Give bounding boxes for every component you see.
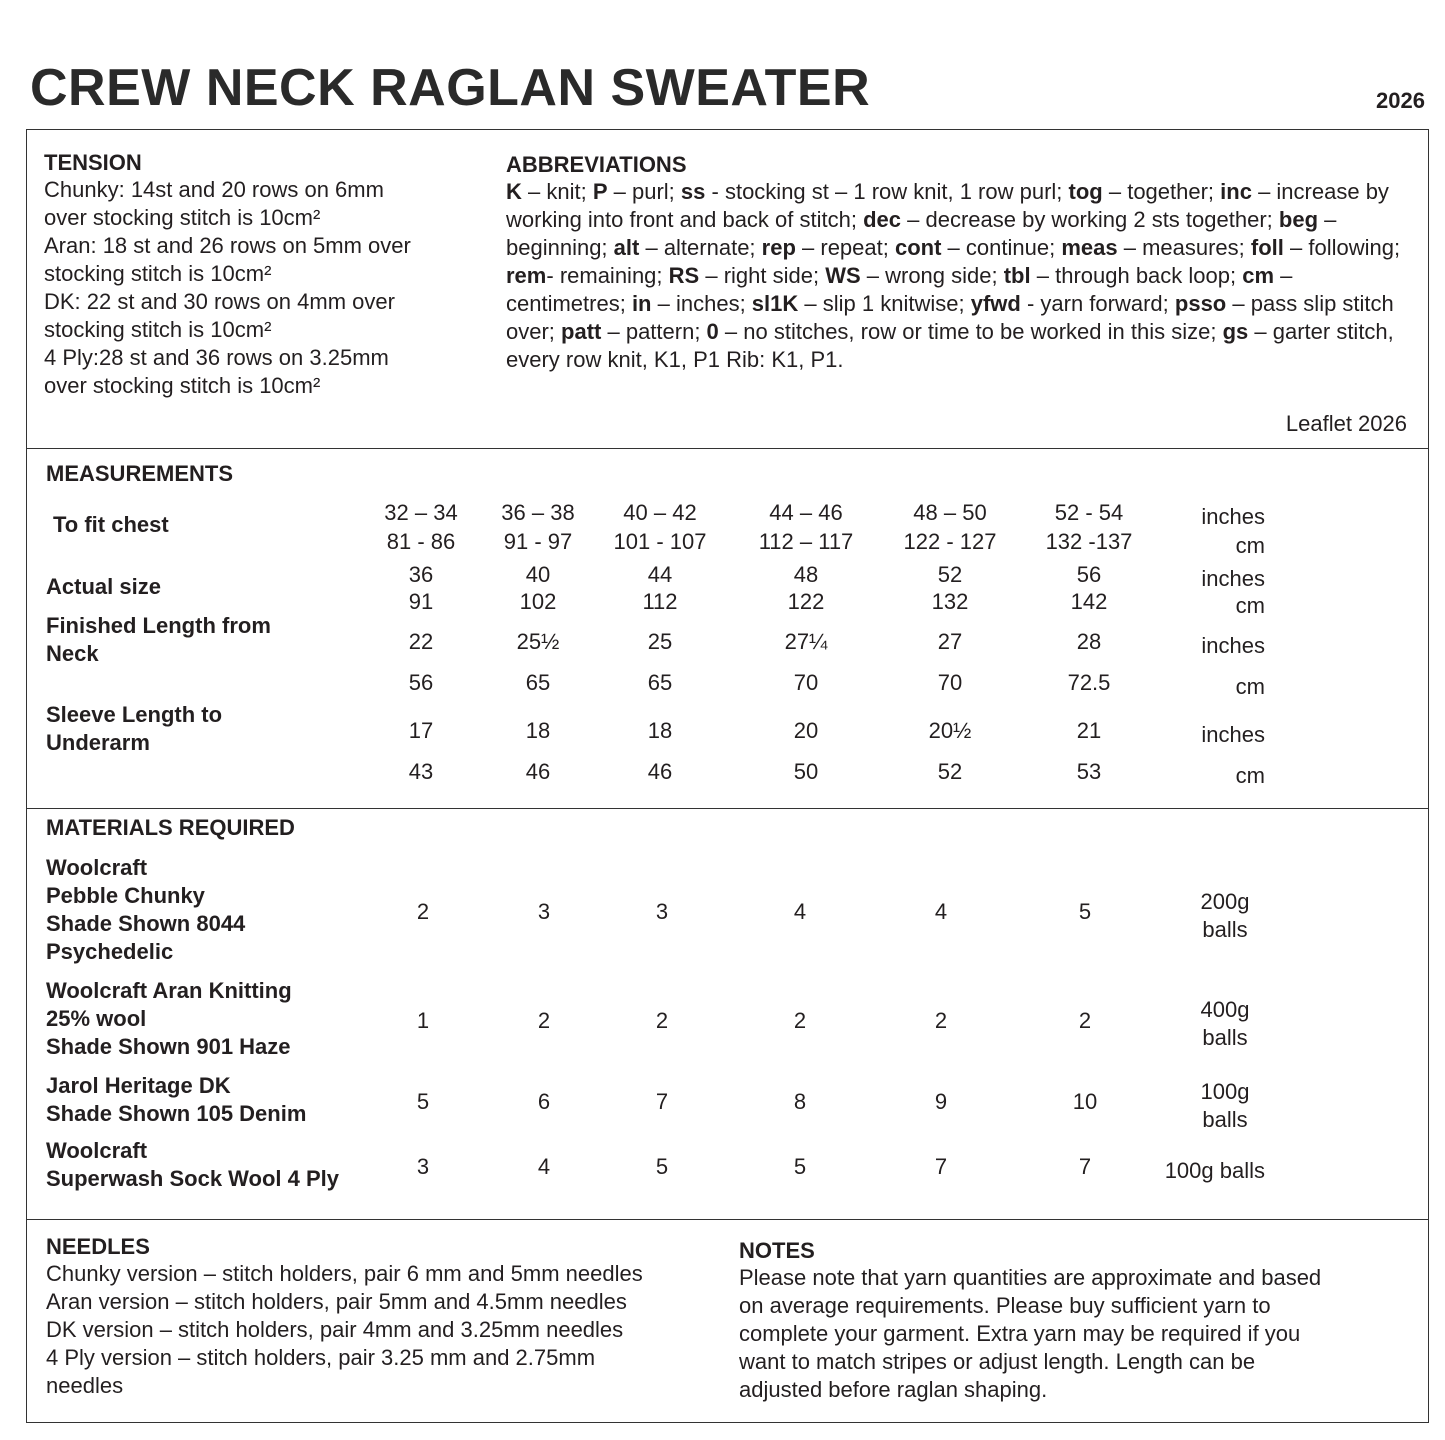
yarn-quantity-cell: 5 (1078, 899, 1092, 924)
unit-cm: cm (1235, 763, 1265, 788)
needles-line: Chunky version – stitch holders, pair 6 mm and 5mm needles (46, 1261, 643, 1286)
measurement-cell: 18 (647, 718, 673, 743)
abbreviation-definition: – (521, 179, 547, 204)
abbreviation-definition: continue; (965, 235, 1062, 260)
abbreviation-key: beg (1278, 207, 1319, 232)
abbreviation-definition: – (1251, 179, 1277, 204)
measurement-cell: 122 (787, 589, 825, 614)
abbreviation-key: tog (1068, 179, 1103, 204)
measurement-cell: 46 (525, 759, 551, 784)
measurement-cell: 48 – 50 (913, 500, 987, 525)
measurement-cell: 17 (408, 718, 434, 743)
abbreviation-definition: – (1283, 235, 1309, 260)
chest-label: To fit chest (53, 512, 169, 537)
measurement-cell: 48 (793, 562, 819, 587)
abbreviation-definition: alternate; (663, 235, 762, 260)
yarn-quantity-cell: 3 (416, 1154, 430, 1179)
measurement-cell: 56 (408, 670, 434, 695)
abbreviation-definition: – (795, 235, 821, 260)
yarn-unit (1185, 888, 1265, 944)
measurement-cell: 112 (642, 589, 678, 614)
needles-section (46, 1234, 726, 1400)
abbreviation-definition: – (860, 263, 886, 288)
yarn-label-line: Psychedelic (46, 939, 174, 964)
abbreviation-key: gs (1222, 319, 1249, 344)
abbreviation-definition: repeat; (820, 235, 895, 260)
needles-line: 4 Ply version – stitch holders, pair 3.25 mm and 2.75mm (46, 1345, 596, 1370)
abbreviation-definition: knit; (546, 179, 593, 204)
measurement-cell: 27 (937, 629, 963, 654)
needles-heading: NEEDLES (46, 1234, 150, 1259)
measurement-cell: 122 - 127 (903, 529, 997, 554)
yarn-quantity-cell: 9 (934, 1089, 948, 1114)
leaflet-label: Leaflet 2026 (1285, 411, 1407, 436)
abbreviation-definition: stocking st – 1 row knit, 1 row purl; (724, 179, 1069, 204)
abbreviation-key: sl1K (751, 291, 799, 316)
abbreviation-key: alt (613, 235, 640, 260)
abbreviation-definition: together; (1127, 179, 1221, 204)
abbreviation-definition: – (941, 235, 966, 260)
measurement-cell: 52 - 54 (1054, 500, 1124, 525)
abbreviation-key: rep (761, 235, 796, 260)
yarn-quantity-cell: 8 (793, 1089, 807, 1114)
measurement-cell: 27¼ (784, 629, 828, 654)
tension-section (44, 150, 474, 400)
measurement-cell: 56 (1076, 562, 1102, 587)
abbreviation-definition: – (901, 207, 926, 232)
measurement-cell: 102 (519, 589, 557, 614)
tension-line: over stocking stitch is 10cm² (44, 205, 321, 230)
yarn-unit-line: 200g (1200, 889, 1250, 914)
abbreviation-definition: right side; (723, 263, 826, 288)
measurement-cell: 28 (1076, 629, 1102, 654)
abbreviation-key: in (631, 291, 652, 316)
measurement-cell: 44 – 46 (769, 500, 843, 525)
tension-heading: TENSION (44, 150, 142, 175)
notes-line: on average requirements. Please buy sufficient yarn to (739, 1293, 1271, 1318)
yarn-label-line: Pebble Chunky (46, 883, 205, 908)
needles-line: Aran version – stitch holders, pair 5mm and 4.5mm needles (46, 1289, 627, 1314)
measurements-heading: MEASUREMENTS (46, 461, 234, 486)
unit-inches: inches (1201, 722, 1265, 747)
measurement-cell: 142 (1070, 589, 1108, 614)
measurement-cell: 91 (408, 589, 434, 614)
abbreviation-definition: centimetres; (506, 291, 632, 316)
yarn-unit (1185, 1078, 1265, 1134)
abbreviation-definition: yarn forward; (1040, 291, 1175, 316)
materials-heading: MATERIALS REQUIRED (46, 815, 295, 840)
measurement-cell: 52 (937, 759, 963, 784)
yarn-unit-line: balls (1202, 1025, 1248, 1050)
tension-line: DK: 22 st and 30 rows on 4mm over (44, 289, 395, 314)
abbreviation-definition: – (1318, 207, 1337, 232)
tension-line: over stocking stitch is 10cm² (44, 373, 321, 398)
measurement-cell: 40 – 42 (623, 500, 697, 525)
yarn-quantity-cell: 7 (934, 1154, 948, 1179)
notes-line: complete your garment. Extra yarn may be required if you (739, 1321, 1301, 1346)
divider-needles (26, 1219, 1429, 1220)
yarn-label-line: Shade Shown 8044 (46, 911, 246, 936)
yarn-label-line: Shade Shown 105 Denim (46, 1101, 307, 1126)
measurement-cell: 20½ (928, 718, 972, 743)
divider-materials (26, 808, 1429, 809)
yarn-label-line: Woolcraft (46, 855, 148, 880)
notes-line: Please note that yarn quantities are approximate and based (739, 1265, 1322, 1290)
abbreviation-definition: pass slip stitch over; (506, 291, 1394, 344)
yarn-quantity-cell: 5 (416, 1089, 430, 1114)
abbreviation-definition: measures; (1142, 235, 1251, 260)
notes-section (739, 1238, 1409, 1404)
measurement-cell: 52 (937, 562, 963, 587)
measurement-cell: 36 – 38 (501, 500, 575, 525)
abbreviation-definition: – (699, 263, 724, 288)
measurement-cell: 70 (793, 670, 819, 695)
abbreviation-key: cm (1242, 263, 1275, 288)
length-label-line: Neck (46, 641, 99, 666)
abbreviation-key: patt (561, 319, 602, 344)
abbreviation-key: P (592, 179, 608, 204)
tension-line: 4 Ply:28 st and 36 rows on 3.25mm (44, 345, 389, 370)
measurement-cell: 72.5 (1067, 670, 1111, 695)
abbreviations-heading: ABBREVIATIONS (506, 152, 687, 177)
abbreviation-definition: remaining; (559, 263, 669, 288)
measurement-cell: 91 - 97 (503, 529, 573, 554)
yarn-label-line: 25% wool (46, 1006, 147, 1031)
yarn-unit-line: 400g (1200, 997, 1250, 1022)
measurement-cell: 70 (937, 670, 963, 695)
sleeve-label (46, 701, 222, 757)
yarn-label-line: Jarol Heritage DK (46, 1073, 231, 1098)
abbreviations-body (506, 178, 1406, 374)
abbreviation-definition: following; (1308, 235, 1401, 260)
yarn-aran-label (46, 977, 292, 1061)
measurement-cell: 132 (931, 589, 969, 614)
abbreviation-definition: – (639, 235, 664, 260)
tension-line: Chunky: 14st and 20 rows on 6mm (44, 177, 384, 202)
abbreviation-definition: inches; (675, 291, 752, 316)
abbreviation-definition: – (607, 179, 632, 204)
yarn-quantity-cell: 2 (655, 1008, 669, 1033)
measurement-cell: 43 (408, 759, 434, 784)
yarn-label-line: Shade Shown 901 Haze (46, 1034, 291, 1059)
yarn-quantity-cell: 5 (793, 1154, 807, 1179)
abbreviation-definition: – (1248, 319, 1273, 344)
notes-line: adjusted before raglan shaping. (739, 1377, 1048, 1402)
abbreviation-key: WS (825, 263, 861, 288)
abbreviation-definition: – (1274, 263, 1293, 288)
abbreviation-key: foll (1250, 235, 1284, 260)
yarn-quantity-cell: 3 (537, 899, 551, 924)
yarn-label-line: Woolcraft Aran Knitting (46, 978, 292, 1003)
abbreviation-definition: slip 1 knitwise; (822, 291, 971, 316)
abbreviation-definition: pattern; (625, 319, 707, 344)
page-title: CREW NECK RAGLAN SWEATER (30, 59, 871, 117)
measurement-cell: 36 (408, 562, 434, 587)
yarn-quantity-cell: 10 (1072, 1089, 1098, 1114)
abbreviation-definition: – (1117, 235, 1143, 260)
abbreviation-key: yfwd (970, 291, 1021, 316)
yarn-chunky-label (46, 854, 245, 966)
yarn-quantity-cell: 6 (537, 1089, 551, 1114)
abbreviation-definition: – (1102, 179, 1128, 204)
tension-line: stocking stitch is 10cm² (44, 261, 272, 286)
measurement-cell: 21 (1076, 718, 1102, 743)
abbreviation-key: meas (1061, 235, 1118, 260)
yarn-unit-line: balls (1202, 1107, 1248, 1132)
measurement-cell: 46 (647, 759, 673, 784)
tension-line: Aran: 18 st and 26 rows on 5mm over (44, 233, 411, 258)
measurement-cell: 53 (1076, 759, 1102, 784)
yarn-unit-line: 100g (1200, 1079, 1250, 1104)
abbreviation-definition: – (651, 291, 676, 316)
abbreviation-definition: increase by working into front and back of stitch; (506, 179, 1389, 232)
abbreviation-definition: garter stitch, every row knit, K1, P1 Rib: K1, P1. (506, 319, 1394, 372)
abbreviation-definition: purl; (631, 179, 681, 204)
abbreviation-key: 0 (706, 319, 719, 344)
abbreviation-definition: decrease by working 2 sts together; (925, 207, 1279, 232)
abbreviation-definition: - (705, 179, 725, 204)
measurement-cell: 32 – 34 (384, 500, 458, 525)
tension-lines (44, 176, 474, 400)
abbreviation-definition: – (1030, 263, 1056, 288)
measurement-cell: 65 (647, 670, 673, 695)
measurement-cell: 25½ (516, 629, 560, 654)
abbreviation-key: RS (668, 263, 700, 288)
abbreviation-key: ss (680, 179, 706, 204)
yarn-quantity-cell: 4 (934, 899, 948, 924)
abbreviation-definition: through back loop; (1055, 263, 1243, 288)
yarn-dk-label (46, 1072, 306, 1128)
needles-line: DK version – stitch holders, pair 4mm and 3.25mm needles (46, 1317, 624, 1342)
measurement-cell: 20 (793, 718, 819, 743)
unit-inches: inches (1201, 504, 1265, 529)
yarn-label-line: Superwash Sock Wool 4 Ply (46, 1166, 340, 1191)
abbreviation-key: tbl (1003, 263, 1031, 288)
yarn-4ply-label (46, 1137, 339, 1193)
yarn-quantity-cell: 4 (793, 899, 807, 924)
measurement-cell: 132 -137 (1045, 529, 1133, 554)
abbreviation-key: cont (894, 235, 942, 260)
measurement-cell: 112 – 117 (758, 529, 854, 554)
tension-line: stocking stitch is 10cm² (44, 317, 272, 342)
abbreviations-section (506, 152, 1406, 374)
measurement-cell: 40 (525, 562, 551, 587)
unit-inches: inches (1201, 566, 1265, 591)
length-label (46, 612, 271, 668)
divider-top (26, 448, 1429, 449)
abbreviation-key: inc (1220, 179, 1252, 204)
yarn-unit: 100g balls (1164, 1158, 1265, 1183)
sleeve-label-line: Sleeve Length to (46, 702, 223, 727)
abbreviation-definition: – (798, 291, 823, 316)
measurement-cell: 50 (793, 759, 819, 784)
yarn-unit (1185, 996, 1265, 1052)
measurement-cell: 44 (647, 562, 673, 587)
yarn-quantity-cell: 5 (655, 1154, 669, 1179)
abbreviation-key: rem (506, 263, 547, 288)
actual-size-label: Actual size (46, 574, 161, 599)
abbreviation-definition: - (546, 263, 560, 288)
abbreviation-definition: no stitches, row or time to be worked in this size; (743, 319, 1223, 344)
yarn-quantity-cell: 4 (537, 1154, 551, 1179)
abbreviation-definition: – (718, 319, 744, 344)
abbreviation-key: psso (1174, 291, 1227, 316)
abbreviation-definition: – (601, 319, 626, 344)
pattern-code: 2026 (1376, 88, 1425, 113)
notes-heading: NOTES (739, 1238, 815, 1263)
measurement-cell: 22 (408, 629, 434, 654)
yarn-quantity-cell: 2 (793, 1008, 807, 1033)
unit-cm: cm (1235, 674, 1265, 699)
sleeve-label-line: Underarm (46, 730, 150, 755)
measurement-cell: 25 (647, 629, 673, 654)
abbreviation-definition: beginning; (506, 235, 614, 260)
yarn-quantity-cell: 2 (1078, 1008, 1092, 1033)
measurement-cell: 65 (525, 670, 551, 695)
notes-line: want to match stripes or adjust length. Length can be (739, 1349, 1256, 1374)
unit-inches: inches (1201, 633, 1265, 658)
abbreviation-key: K (506, 179, 522, 204)
abbreviation-definition: wrong side; (885, 263, 1004, 288)
unit-cm: cm (1235, 533, 1265, 558)
yarn-quantity-cell: 2 (934, 1008, 948, 1033)
yarn-quantity-cell: 2 (537, 1008, 551, 1033)
measurement-cell: 81 - 86 (386, 529, 456, 554)
abbreviation-key: dec (863, 207, 901, 232)
yarn-quantity-cell: 1 (416, 1008, 430, 1033)
yarn-unit-line: balls (1202, 917, 1248, 942)
yarn-quantity-cell: 7 (655, 1089, 669, 1114)
measurement-cell: 101 - 107 (613, 529, 707, 554)
unit-cm: cm (1235, 593, 1265, 618)
measurement-cell: 18 (525, 718, 551, 743)
needles-line: needles (46, 1373, 124, 1398)
yarn-quantity-cell: 7 (1078, 1154, 1092, 1179)
yarn-quantity-cell: 3 (655, 899, 669, 924)
yarn-quantity-cell: 2 (416, 899, 430, 924)
abbreviation-definition: - (1020, 291, 1041, 316)
length-label-line: Finished Length from (46, 613, 271, 638)
abbreviation-definition: – (1226, 291, 1251, 316)
yarn-label-line: Woolcraft (46, 1138, 148, 1163)
